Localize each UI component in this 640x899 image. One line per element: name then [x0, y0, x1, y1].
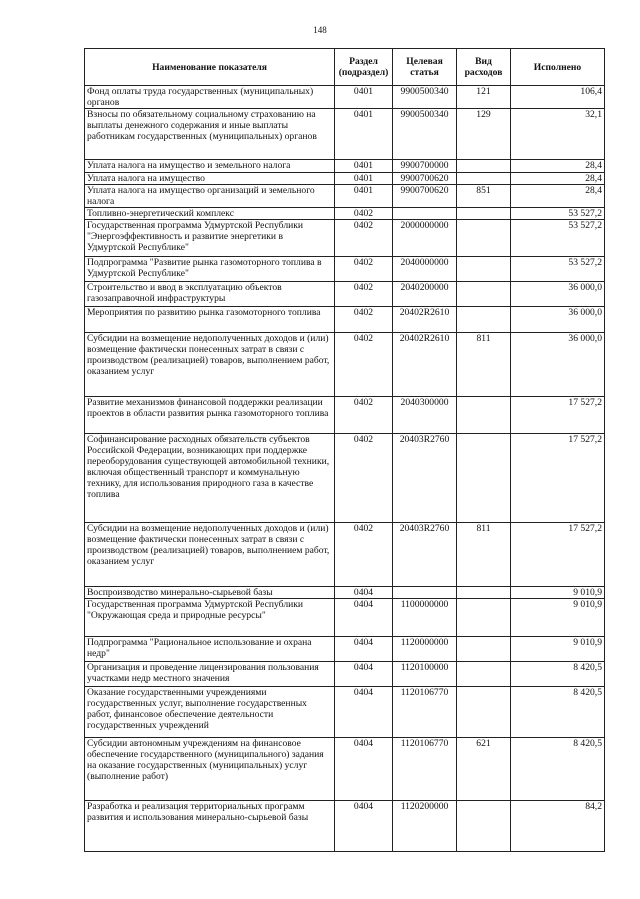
row-name: Уплата налога на имущество и земельного налога [85, 160, 335, 173]
row-kind [457, 307, 511, 333]
row-kind: 121 [457, 86, 511, 109]
row-section: 0402 [335, 523, 393, 587]
row-name: Подпрограмма "Рациональное использование и охрана недр" [85, 637, 335, 662]
table-row [85, 587, 605, 599]
row-kind: 851 [457, 185, 511, 208]
row-name: Оказание государственными учреждениями государственных услуг, выполнение государственных работ, финансовое обеспечение деятельности государственных учреждений [85, 687, 335, 738]
row-done: 28,4 [511, 185, 605, 208]
row-target: 9900500340 [393, 86, 457, 109]
row-kind [457, 587, 511, 599]
table-row [85, 160, 605, 173]
row-done: 53 527,2 [511, 208, 605, 220]
row-target: 9900500340 [393, 109, 457, 160]
row-done: 9 010,9 [511, 599, 605, 637]
row-name: Развитие механизмов финансовой поддержки реализации проектов в области развития рынка газомоторного топлива [85, 397, 335, 434]
row-name: Уплата налога на имущество [85, 173, 335, 185]
row-kind [457, 687, 511, 738]
row-kind: 621 [457, 738, 511, 801]
row-section: 0402 [335, 208, 393, 220]
row-name: Мероприятия по развитию рынка газомоторного топлива [85, 307, 335, 333]
row-kind [457, 220, 511, 257]
row-section: 0402 [335, 434, 393, 523]
row-done: 17 527,2 [511, 434, 605, 523]
row-section: 0402 [335, 333, 393, 397]
header-name: Наименование показателя [85, 49, 335, 86]
row-done: 8 420,5 [511, 687, 605, 738]
row-done: 53 527,2 [511, 220, 605, 257]
row-kind [457, 257, 511, 282]
row-target: 2040200000 [393, 282, 457, 307]
row-target: 1100000000 [393, 599, 457, 637]
row-section: 0402 [335, 307, 393, 333]
row-kind: 129 [457, 109, 511, 160]
row-kind [457, 434, 511, 523]
row-name: Государственная программа Удмуртской Республики "Окружающая среда и природные ресурсы" [85, 599, 335, 637]
row-name: Уплата налога на имущество организаций и земельного налога [85, 185, 335, 208]
budget-table [84, 48, 605, 852]
row-name: Софинансирование расходных обязательств субъектов Российской Федерации, возникающих при поддержке переоборудования существующей автомобильной техники, включая общественный транспорт и коммунальную технику, для использования природного газа в качестве топлива [85, 434, 335, 523]
row-kind: 811 [457, 523, 511, 587]
row-target: 1120000000 [393, 637, 457, 662]
row-done: 8 420,5 [511, 662, 605, 687]
row-name: Строительство и ввод в эксплуатацию объектов газозаправочной инфраструктуры [85, 282, 335, 307]
table-header-row [85, 49, 605, 86]
row-section: 0404 [335, 599, 393, 637]
row-kind [457, 599, 511, 637]
row-target: 20403R2760 [393, 523, 457, 587]
row-name: Фонд оплаты труда государственных (муниципальных) органов [85, 86, 335, 109]
row-section: 0401 [335, 173, 393, 185]
row-name: Субсидии автономным учреждениям на финансовое обеспечение государственного (муниципального) задания на оказание государственных (муниципальных) услуг (выполнение работ) [85, 738, 335, 801]
row-done: 36 000,0 [511, 282, 605, 307]
row-section: 0404 [335, 662, 393, 687]
row-target: 2000000000 [393, 220, 457, 257]
row-name: Подпрограмма "Развитие рынка газомоторного топлива в Удмуртской Республике" [85, 257, 335, 282]
table-row [85, 662, 605, 687]
row-section: 0401 [335, 160, 393, 173]
table-row [85, 687, 605, 738]
table-row [85, 801, 605, 852]
row-done: 8 420,5 [511, 738, 605, 801]
table-row [85, 220, 605, 257]
table-row [85, 173, 605, 185]
row-done: 36 000,0 [511, 333, 605, 397]
row-section: 0404 [335, 801, 393, 852]
table-row [85, 599, 605, 637]
table-row [85, 86, 605, 109]
header-kind: Вид расходов [457, 49, 511, 86]
row-done: 28,4 [511, 173, 605, 185]
row-name: Воспроизводство минерально-сырьевой базы [85, 587, 335, 599]
header-section: Раздел (подраздел) [335, 49, 393, 86]
table-row [85, 434, 605, 523]
row-section: 0401 [335, 185, 393, 208]
row-done: 106,4 [511, 86, 605, 109]
row-target: 9900700620 [393, 173, 457, 185]
row-target: 2040000000 [393, 257, 457, 282]
row-section: 0404 [335, 738, 393, 801]
row-kind [457, 662, 511, 687]
table-row [85, 333, 605, 397]
table-row [85, 282, 605, 307]
row-section: 0402 [335, 282, 393, 307]
row-done: 84,2 [511, 801, 605, 852]
row-target: 1120106770 [393, 738, 457, 801]
row-section: 0404 [335, 687, 393, 738]
row-done: 9 010,9 [511, 637, 605, 662]
table-row [85, 109, 605, 160]
row-done: 36 000,0 [511, 307, 605, 333]
row-done: 9 010,9 [511, 587, 605, 599]
row-done: 17 527,2 [511, 397, 605, 434]
row-section: 0404 [335, 637, 393, 662]
table-row [85, 397, 605, 434]
row-target: 1120100000 [393, 662, 457, 687]
row-kind [457, 282, 511, 307]
table-row [85, 637, 605, 662]
row-name: Организация и проведение лицензирования пользования участками недр местного значения [85, 662, 335, 687]
row-kind [457, 397, 511, 434]
table-row [85, 523, 605, 587]
row-kind [457, 637, 511, 662]
row-kind: 811 [457, 333, 511, 397]
row-done: 32,1 [511, 109, 605, 160]
table-row [85, 208, 605, 220]
row-kind [457, 801, 511, 852]
row-section: 0401 [335, 86, 393, 109]
row-target [393, 587, 457, 599]
row-target: 20403R2760 [393, 434, 457, 523]
row-name: Топливно-энергетический комплекс [85, 208, 335, 220]
row-target: 2040300000 [393, 397, 457, 434]
row-target: 20402R2610 [393, 333, 457, 397]
row-done: 53 527,2 [511, 257, 605, 282]
row-name: Взносы по обязательному социальному страхованию на выплаты денежного содержания и иные выплаты работникам государственных (муниципальных) органов [85, 109, 335, 160]
row-target [393, 208, 457, 220]
row-kind [457, 173, 511, 185]
row-kind [457, 208, 511, 220]
row-done: 28,4 [511, 160, 605, 173]
row-target: 1120200000 [393, 801, 457, 852]
row-target: 1120106770 [393, 687, 457, 738]
row-target: 9900700000 [393, 160, 457, 173]
row-kind [457, 160, 511, 173]
table-row [85, 307, 605, 333]
row-target: 9900700620 [393, 185, 457, 208]
row-name: Разработка и реализация территориальных программ развития и использования минерально-сырьевой базы [85, 801, 335, 852]
row-section: 0402 [335, 397, 393, 434]
header-done: Исполнено [511, 49, 605, 86]
row-section: 0402 [335, 257, 393, 282]
row-name: Государственная программа Удмуртской Республики "Энергоэффективность и развитие энергетики в Удмуртской Республике" [85, 220, 335, 257]
header-target: Целевая статья [393, 49, 457, 86]
row-name: Субсидии на возмещение недополученных доходов и (или) возмещение фактически понесенных затрат в связи с производством (реализацией) товаров, выполнением работ, оказанием услуг [85, 523, 335, 587]
row-section: 0402 [335, 220, 393, 257]
row-section: 0401 [335, 109, 393, 160]
table-row [85, 257, 605, 282]
row-section: 0404 [335, 587, 393, 599]
row-done: 17 527,2 [511, 523, 605, 587]
row-target: 20402R2610 [393, 307, 457, 333]
table-row [85, 738, 605, 801]
row-name: Субсидии на возмещение недополученных доходов и (или) возмещение фактически понесенных затрат в связи с производством (реализацией) товаров, выполнением работ, оказанием услуг [85, 333, 335, 397]
table-row [85, 185, 605, 208]
page-number: 148 [313, 25, 327, 35]
